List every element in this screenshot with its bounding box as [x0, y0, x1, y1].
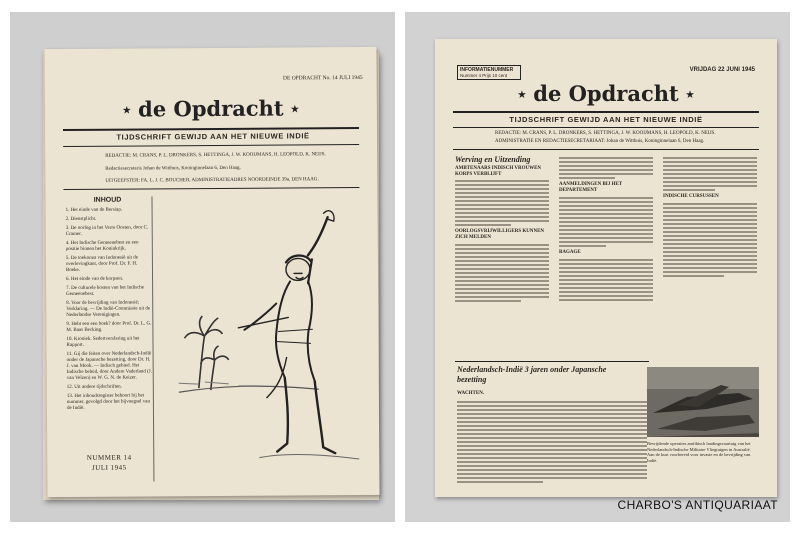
column-2-text-block-2	[559, 197, 653, 247]
column-2-subhead-1: AANMELDINGEN BIJ HET DEPARTEMENT	[559, 182, 622, 193]
masthead: ★ de Opdracht ★	[517, 81, 695, 106]
soldier-figure	[238, 211, 336, 454]
badge-bottom-label: Nummer 4 Prijs 10 cent	[460, 73, 508, 78]
column-2-text-block	[559, 157, 653, 179]
inhoud-list	[64, 207, 153, 412]
column-1-text-block-2	[455, 244, 549, 302]
column-1-text-block	[455, 180, 549, 226]
issue-date: JULI 1945	[92, 463, 127, 472]
photo-caption: Bevrijdende operaties amfibisch landingsvaartuig van het Nederlandsch-Indische Militaire Vliegtuigen in Australië. Aan de kust voorbereid voor invasie en de bevrijding van Indië.	[647, 441, 751, 463]
column-1-subhead-2: OORLOGSVRIJWILLIGERS KUNNEN ZICH MELDEN	[455, 229, 545, 240]
subtitle: TIJDSCHRIFT GEWIJD AAN HET NIEUWE INDIË	[509, 115, 703, 124]
palm-tree-illustration	[184, 316, 229, 390]
column-2-subhead-2: BAGAGE	[559, 250, 581, 255]
redactie-line: REDACTIE: M. CRANS, P. L. DRONKERS, S. HETTINGA, J. W. KOOIJMANS, H. LEOPOLD, K. NEIJS.	[105, 152, 326, 159]
column-3	[663, 155, 757, 360]
inhoud-item: 6. Het einde van de korpsen.	[66, 276, 124, 283]
column-3-subhead-1: INDISCHE CURSUSSEN	[663, 194, 719, 199]
inhoud-column	[63, 196, 154, 482]
inhoud-item: 1. Het einde van de Bersiap.	[65, 207, 123, 214]
column-2	[559, 155, 653, 360]
redactie-line: REDACTIE: M. CRANS, P. L. DRONKERS, S. HETTINGA, J. W. KOOIJMANS, H. LEOPOLD, K. NEIJS.	[495, 131, 716, 136]
horizon-fence	[179, 382, 255, 387]
right-newspaper-page	[435, 39, 777, 497]
inhoud-item: 8. Voor de bevrijding van Indonesië; Verklaring. — De Indië-Commissie uit de Nederlandse Verenigingen.	[66, 300, 151, 319]
star-icon: ★	[517, 90, 526, 101]
secretariaat-line: ADMINISTRATIE EN REDACTIESECRETARIAAT: Johan de Witthuis, Koninginnelaan 6, Den Haag.	[495, 139, 705, 144]
subtitle-rule	[453, 127, 759, 128]
star-icon: ★	[290, 104, 300, 115]
inhoud-item: 2. Dienstplicht.	[65, 216, 97, 223]
column-1-subhead-1: AMBTENAARS INDISCH VROUWEN KORPS VERBLIJFT	[455, 166, 542, 177]
header-bottom-rule	[453, 149, 759, 150]
inhoud-item: 11. Gij die feiten over Nederlandsch-Indië onder de Japansche bezetting, door Dr. H. J. van Mook. — Indisch gebied. Het Indische beleid, door Andere Vaderland (J. van Velzen) en W. G. N. de Keizer.	[66, 351, 153, 382]
section-heading: Nederlandsch-Indië 3 jaren onder Japansche bezetting	[457, 365, 607, 384]
inhoud-item: 13. Het inhoudsregister behoort bij het nummer, gevolgd door het bijvoegsel van de Indië.	[66, 393, 151, 412]
left-photo-panel	[10, 12, 395, 522]
dealer-watermark: CHARBO'S ANTIQUARIAAT	[617, 498, 778, 512]
inhoud-item: 3. De oorlog in het Verre Oosten, door C. Cramer.	[65, 225, 149, 238]
badge-top-label: INFORMATIENUMMER	[460, 67, 514, 73]
column-1-heading: Werving en Uitzending	[455, 155, 531, 164]
right-photo-panel	[405, 12, 790, 522]
inhoud-item: 12. Uit andere tijdschriften.	[66, 384, 122, 391]
left-magazine-cover	[44, 47, 379, 497]
ground-line	[179, 386, 319, 393]
header-bottom-rule	[63, 187, 359, 190]
inhoud-item: 9. Hebt een een boek? door Prof. Dr. L. G. M. Baas Becking.	[66, 321, 152, 334]
star-icon: ★	[122, 106, 131, 117]
masthead: ★ de Opdracht ★	[122, 95, 300, 122]
column-1	[455, 155, 549, 360]
masthead-rule	[453, 111, 759, 113]
inhoud-item: 4. Het Indische Gemeenebest en een positie binnen het Koninkrijk.	[65, 240, 139, 253]
inhoud-item: 10. Kroniek. Sedertverslaring uit het Rapport.	[66, 336, 140, 349]
cover-illustration	[158, 207, 370, 468]
secretariaat-line: Redactiesecretaris Johan de Witthuis, Koninginnelaan 6, Den Haag.	[105, 165, 241, 172]
column-3-text-block	[663, 157, 757, 191]
inhoud-item: 7. De culturele kosten van het Indische Gemeenebest.	[66, 285, 145, 298]
soldier-shadow	[259, 454, 359, 460]
subtitle: TIJDSCHRIFT GEWIJD AAN HET NIEUWE INDIË	[116, 131, 310, 142]
issue-header-right: DE OPDRACHT No. 14 JULI 1945	[282, 74, 363, 82]
inhoud-title: INHOUD	[93, 196, 122, 204]
subtitle-rule	[63, 144, 359, 147]
column-2-text-block-3	[559, 259, 653, 301]
star-icon: ★	[686, 90, 695, 101]
section-rule	[455, 361, 649, 362]
uitgever-line: UITGEEFSTER: FA. L. J. C. BOUCHER, ADMINISTRATIEADRES NOORDEINDE 39a, DEN HAAG.	[105, 177, 319, 184]
lower-text-block	[457, 399, 647, 485]
issue-date: VRIJDAG 22 JUNI 1945	[689, 67, 755, 73]
column-3-text-block-2	[663, 203, 757, 277]
wachten-subhead: WACHTEN.	[457, 391, 485, 396]
aircraft-photo	[647, 367, 759, 437]
info-badge	[457, 65, 521, 80]
issue-number: NUMMER 14	[86, 453, 132, 462]
inhoud-item: 5. De toekomst van Indonesië uit de overlevingkant, door Prof. Dr. F. H. Boeke.	[65, 255, 138, 274]
